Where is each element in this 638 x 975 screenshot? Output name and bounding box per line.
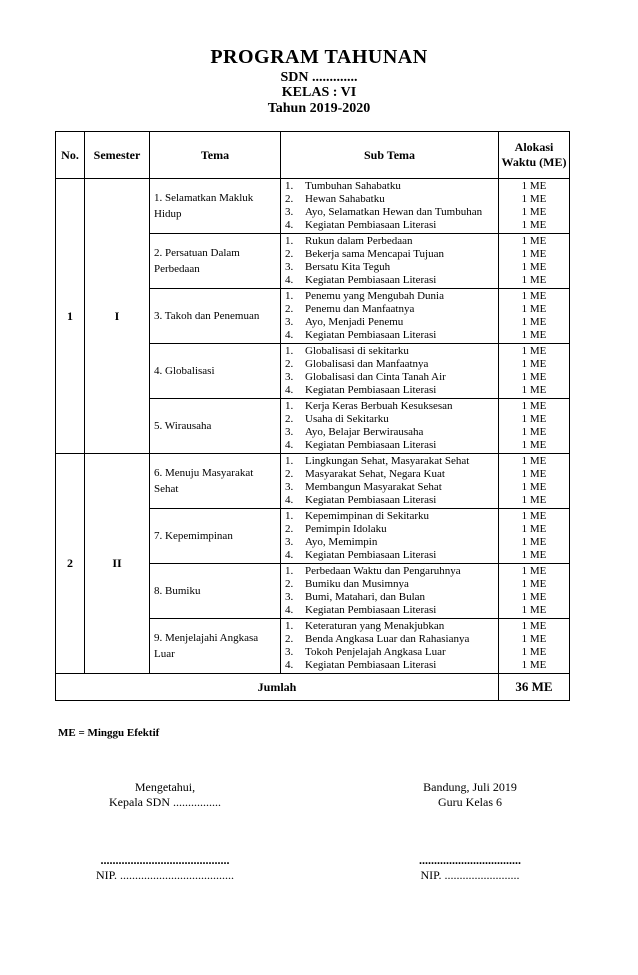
sub-theme-text: Kegiatan Pembiasaan Literasi: [305, 274, 437, 286]
sub-theme-number: 3.: [285, 206, 294, 218]
sub-theme-item: [281, 494, 498, 507]
sub-theme-text: Bersatu Kita Teguh: [305, 261, 391, 273]
program-table: [55, 131, 570, 701]
sub-theme-number: 3.: [285, 426, 294, 438]
theme-title: 9. Menjelajahi Angkasa Luar: [150, 619, 281, 674]
allocation-value: 1 ME: [521, 329, 547, 341]
allocation-value: 1 ME: [521, 303, 547, 315]
allocation-value: 1 ME: [521, 455, 547, 467]
header-sub-tema: Sub Tema: [281, 132, 499, 179]
signature-block-right: [400, 780, 540, 883]
sub-theme-number: 3.: [285, 646, 294, 658]
table-header-row: [56, 132, 570, 179]
sub-theme-item: [281, 578, 498, 591]
total-row: [56, 674, 570, 701]
sub-theme-cell: [281, 454, 499, 509]
sub-theme-list: [281, 399, 498, 453]
allocation-list: [499, 344, 569, 398]
allocation-value: 1 ME: [521, 565, 547, 577]
sub-theme-item: [281, 549, 498, 562]
sub-theme-item: [281, 180, 498, 193]
sub-theme-number: 2.: [285, 248, 294, 260]
sub-theme-number: 2.: [285, 523, 294, 535]
sub-theme-number: 4.: [285, 439, 294, 451]
allocation-value: 1 ME: [521, 439, 547, 451]
sub-theme-number: 4.: [285, 384, 294, 396]
allocation-value: 1 ME: [521, 494, 547, 506]
sub-theme-text: Rukun dalam Perbedaan: [305, 235, 413, 247]
sub-theme-text: Hewan Sahabatku: [305, 193, 385, 205]
sub-theme-list: [281, 454, 498, 508]
allocation-value: 1 ME: [521, 290, 547, 302]
allocation-cell: [499, 289, 570, 344]
sub-theme-text: Kegiatan Pembiasaan Literasi: [305, 494, 437, 506]
sub-theme-item: [281, 468, 498, 481]
sub-theme-item: [281, 303, 498, 316]
sub-theme-number: 1.: [285, 400, 294, 412]
sub-theme-list: [281, 179, 498, 233]
sub-theme-number: 2.: [285, 578, 294, 590]
allocation-list: [499, 234, 569, 288]
sub-theme-number: 4.: [285, 549, 294, 561]
allocation-value: 1 ME: [521, 549, 547, 561]
sub-theme-text: Kegiatan Pembiasaan Literasi: [305, 439, 437, 451]
allocation-value: 1 ME: [521, 604, 547, 616]
sub-theme-text: Tumbuhan Sahabatku: [305, 180, 401, 192]
sub-theme-item: [281, 413, 498, 426]
sub-theme-number: 2.: [285, 303, 294, 315]
allocation-value: 1 ME: [521, 371, 547, 383]
allocation-value: 1 ME: [521, 358, 547, 370]
sub-theme-item: [281, 439, 498, 452]
theme-title: 6. Menuju Masyarakat Sehat: [150, 454, 281, 509]
sub-theme-number: 3.: [285, 371, 294, 383]
theme-row: [56, 179, 570, 234]
sub-theme-text: Globalisasi dan Cinta Tanah Air: [305, 371, 446, 383]
sub-theme-item: [281, 633, 498, 646]
allocation-value: 1 ME: [521, 345, 547, 357]
sub-theme-item: [281, 371, 498, 384]
sub-theme-list: [281, 564, 498, 618]
sig-right-name: ..................................: [419, 853, 521, 867]
sub-theme-item: [281, 426, 498, 439]
sub-theme-text: Pemimpin Idolaku: [305, 523, 387, 535]
header-alokasi-waktu: Alokasi Waktu (ME): [499, 132, 570, 179]
theme-title: 1. Selamatkan Makluk Hidup: [150, 179, 281, 234]
sub-theme-item: [281, 219, 498, 232]
allocation-list: [499, 399, 569, 453]
sub-theme-number: 3.: [285, 316, 294, 328]
sub-theme-text: Ayo, Belajar Berwirausaha: [305, 426, 424, 438]
sub-theme-number: 3.: [285, 481, 294, 493]
allocation-value: 1 ME: [521, 261, 547, 273]
allocation-value: 1 ME: [521, 400, 547, 412]
allocation-value: 1 ME: [521, 510, 547, 522]
sub-theme-text: Penemu dan Manfaatnya: [305, 303, 415, 315]
allocation-value: 1 ME: [521, 206, 547, 218]
sub-theme-item: [281, 193, 498, 206]
sub-theme-item: [281, 329, 498, 342]
sub-theme-number: 3.: [285, 536, 294, 548]
total-label: Jumlah: [56, 674, 499, 701]
allocation-cell: [499, 619, 570, 674]
sub-theme-cell: [281, 619, 499, 674]
allocation-cell: [499, 179, 570, 234]
class-label: KELAS : VI: [281, 85, 357, 100]
allocation-value: 1 ME: [521, 633, 547, 645]
sub-theme-item: [281, 248, 498, 261]
allocation-value: 1 ME: [521, 591, 547, 603]
theme-title: 2. Persatuan Dalam Perbedaan: [150, 234, 281, 289]
allocation-value: 1 ME: [521, 468, 547, 480]
sub-theme-number: 2.: [285, 193, 294, 205]
sub-theme-item: [281, 384, 498, 397]
sub-theme-item: [281, 345, 498, 358]
sub-theme-text: Masyarakat Sehat, Negara Kuat: [305, 468, 445, 480]
sub-theme-text: Kegiatan Pembiasaan Literasi: [305, 549, 437, 561]
sub-theme-text: Perbedaan Waktu dan Pengaruhnya: [305, 565, 461, 577]
header-no: No.: [56, 132, 85, 179]
allocation-value: 1 ME: [521, 620, 547, 632]
sub-theme-text: Kegiatan Pembiasaan Literasi: [305, 604, 437, 616]
theme-title: 3. Takoh dan Penemuan: [150, 289, 281, 344]
sub-theme-list: [281, 234, 498, 288]
semester-number: 2: [56, 454, 85, 674]
sub-theme-item: [281, 206, 498, 219]
sub-theme-number: 2.: [285, 413, 294, 425]
school-name: SDN .............: [280, 70, 358, 85]
allocation-cell: [499, 509, 570, 564]
sig-left-name: ...........................................: [100, 853, 230, 867]
theme-title: 7. Kepemimpinan: [150, 509, 281, 564]
document-title: PROGRAM TAHUNAN: [210, 46, 428, 68]
sub-theme-text: Kepemimpinan di Sekitarku: [305, 510, 430, 522]
sub-theme-item: [281, 358, 498, 371]
sub-theme-item: [281, 659, 498, 672]
sub-theme-list: [281, 344, 498, 398]
sub-theme-cell: [281, 179, 499, 234]
sub-theme-number: 3.: [285, 591, 294, 603]
allocation-value: 1 ME: [521, 193, 547, 205]
sub-theme-text: Lingkungan Sehat, Masyarakat Sehat: [305, 455, 470, 467]
sub-theme-cell: [281, 289, 499, 344]
sub-theme-item: [281, 523, 498, 536]
sub-theme-item: [281, 455, 498, 468]
allocation-cell: [499, 454, 570, 509]
sig-right-line1: Bandung, Juli 2019: [423, 780, 517, 794]
sub-theme-item: [281, 646, 498, 659]
sub-theme-number: 4.: [285, 329, 294, 341]
sub-theme-text: Benda Angkasa Luar dan Rahasianya: [305, 633, 470, 645]
sub-theme-item: [281, 536, 498, 549]
sub-theme-number: 1.: [285, 510, 294, 522]
allocation-value: 1 ME: [521, 523, 547, 535]
sub-theme-text: Globalisasi dan Manfaatnya: [305, 358, 429, 370]
semester-label: I: [85, 179, 150, 454]
sub-theme-number: 4.: [285, 219, 294, 231]
sig-right-line2: Guru Kelas 6: [438, 795, 502, 809]
sub-theme-text: Membangun Masyarakat Sehat: [305, 481, 442, 493]
sub-theme-number: 3.: [285, 261, 294, 273]
sub-theme-text: Globalisasi di sekitarku: [305, 345, 409, 357]
sub-theme-cell: [281, 344, 499, 399]
sub-theme-cell: [281, 509, 499, 564]
sub-theme-number: 2.: [285, 358, 294, 370]
sub-theme-number: 4.: [285, 494, 294, 506]
sub-theme-text: Kegiatan Pembiasaan Literasi: [305, 659, 437, 671]
sub-theme-text: Tokoh Penjelajah Angkasa Luar: [305, 646, 446, 658]
sub-theme-item: [281, 274, 498, 287]
sub-theme-item: [281, 481, 498, 494]
sub-theme-item: [281, 591, 498, 604]
sub-theme-cell: [281, 399, 499, 454]
legend-note: ME = Minggu Efektif: [58, 727, 160, 739]
sub-theme-number: 1.: [285, 455, 294, 467]
allocation-list: [499, 179, 569, 233]
allocation-cell: [499, 344, 570, 399]
sub-theme-item: [281, 510, 498, 523]
allocation-value: 1 ME: [521, 536, 547, 548]
sub-theme-list: [281, 509, 498, 563]
sub-theme-text: Keteraturan yang Menakjubkan: [305, 620, 445, 632]
sig-right-nip: NIP. .........................: [420, 868, 520, 882]
sub-theme-number: 4.: [285, 274, 294, 286]
sub-theme-text: Kegiatan Pembiasaan Literasi: [305, 384, 437, 396]
sub-theme-number: 1.: [285, 235, 294, 247]
sub-theme-list: [281, 289, 498, 343]
allocation-value: 1 ME: [521, 248, 547, 260]
sub-theme-number: 1.: [285, 620, 294, 632]
sub-theme-item: [281, 620, 498, 633]
theme-title: 5. Wirausaha: [150, 399, 281, 454]
allocation-value: 1 ME: [521, 384, 547, 396]
sub-theme-item: [281, 316, 498, 329]
allocation-value: 1 ME: [521, 219, 547, 231]
sub-theme-text: Ayo, Menjadi Penemu: [305, 316, 404, 328]
sub-theme-cell: [281, 234, 499, 289]
sub-theme-item: [281, 400, 498, 413]
semester-label: II: [85, 454, 150, 674]
sub-theme-text: Ayo, Memimpin: [305, 536, 378, 548]
sub-theme-number: 1.: [285, 565, 294, 577]
sub-theme-number: 1.: [285, 290, 294, 302]
sig-left-line2: Kepala SDN ................: [109, 795, 221, 809]
sub-theme-item: [281, 235, 498, 248]
allocation-value: 1 ME: [521, 659, 547, 671]
sub-theme-number: 4.: [285, 604, 294, 616]
allocation-list: [499, 454, 569, 508]
allocation-list: [499, 289, 569, 343]
allocation-value: 1 ME: [521, 274, 547, 286]
academic-year: Tahun 2019-2020: [267, 101, 371, 116]
sub-theme-number: 1.: [285, 180, 294, 192]
sub-theme-text: Kegiatan Pembiasaan Literasi: [305, 219, 437, 231]
allocation-list: [499, 619, 569, 673]
header-tema: Tema: [150, 132, 281, 179]
allocation-value: 1 ME: [521, 646, 547, 658]
header-semester: Semester: [85, 132, 150, 179]
sub-theme-number: 1.: [285, 345, 294, 357]
allocation-value: 1 ME: [521, 481, 547, 493]
sub-theme-text: Kerja Keras Berbuah Kesuksesan: [305, 400, 453, 412]
sub-theme-text: Kegiatan Pembiasaan Literasi: [305, 329, 437, 341]
sig-left-nip: NIP. ......................................: [95, 868, 234, 882]
theme-row: [56, 454, 570, 509]
allocation-value: 1 ME: [521, 316, 547, 328]
sub-theme-item: [281, 604, 498, 617]
semester-number: 1: [56, 179, 85, 454]
allocation-value: 1 ME: [521, 235, 547, 247]
sub-theme-number: 2.: [285, 633, 294, 645]
sig-left-line1: Mengetahui,: [134, 780, 196, 794]
allocation-cell: [499, 564, 570, 619]
theme-title: 4. Globalisasi: [150, 344, 281, 399]
allocation-value: 1 ME: [521, 578, 547, 590]
sub-theme-text: Bumiku dan Musimnya: [305, 578, 409, 590]
sub-theme-text: Bumi, Matahari, dan Bulan: [305, 591, 426, 603]
total-value: 36 ME: [499, 674, 570, 701]
sub-theme-text: Usaha di Sekitarku: [305, 413, 389, 425]
theme-title: 8. Bumiku: [150, 564, 281, 619]
sub-theme-number: 2.: [285, 468, 294, 480]
signature-block-left: [95, 780, 235, 883]
allocation-value: 1 ME: [521, 426, 547, 438]
allocation-list: [499, 509, 569, 563]
sub-theme-number: 4.: [285, 659, 294, 671]
sub-theme-list: [281, 619, 498, 673]
sub-theme-item: [281, 261, 498, 274]
allocation-cell: [499, 234, 570, 289]
sub-theme-text: Ayo, Selamatkan Hewan dan Tumbuhan: [305, 206, 483, 218]
allocation-list: [499, 564, 569, 618]
sub-theme-text: Penemu yang Mengubah Dunia: [305, 290, 444, 302]
sub-theme-item: [281, 290, 498, 303]
allocation-value: 1 ME: [521, 413, 547, 425]
allocation-cell: [499, 399, 570, 454]
sub-theme-text: Bekerja sama Mencapai Tujuan: [305, 248, 444, 260]
sub-theme-item: [281, 565, 498, 578]
sub-theme-cell: [281, 564, 499, 619]
allocation-value: 1 ME: [521, 180, 547, 192]
